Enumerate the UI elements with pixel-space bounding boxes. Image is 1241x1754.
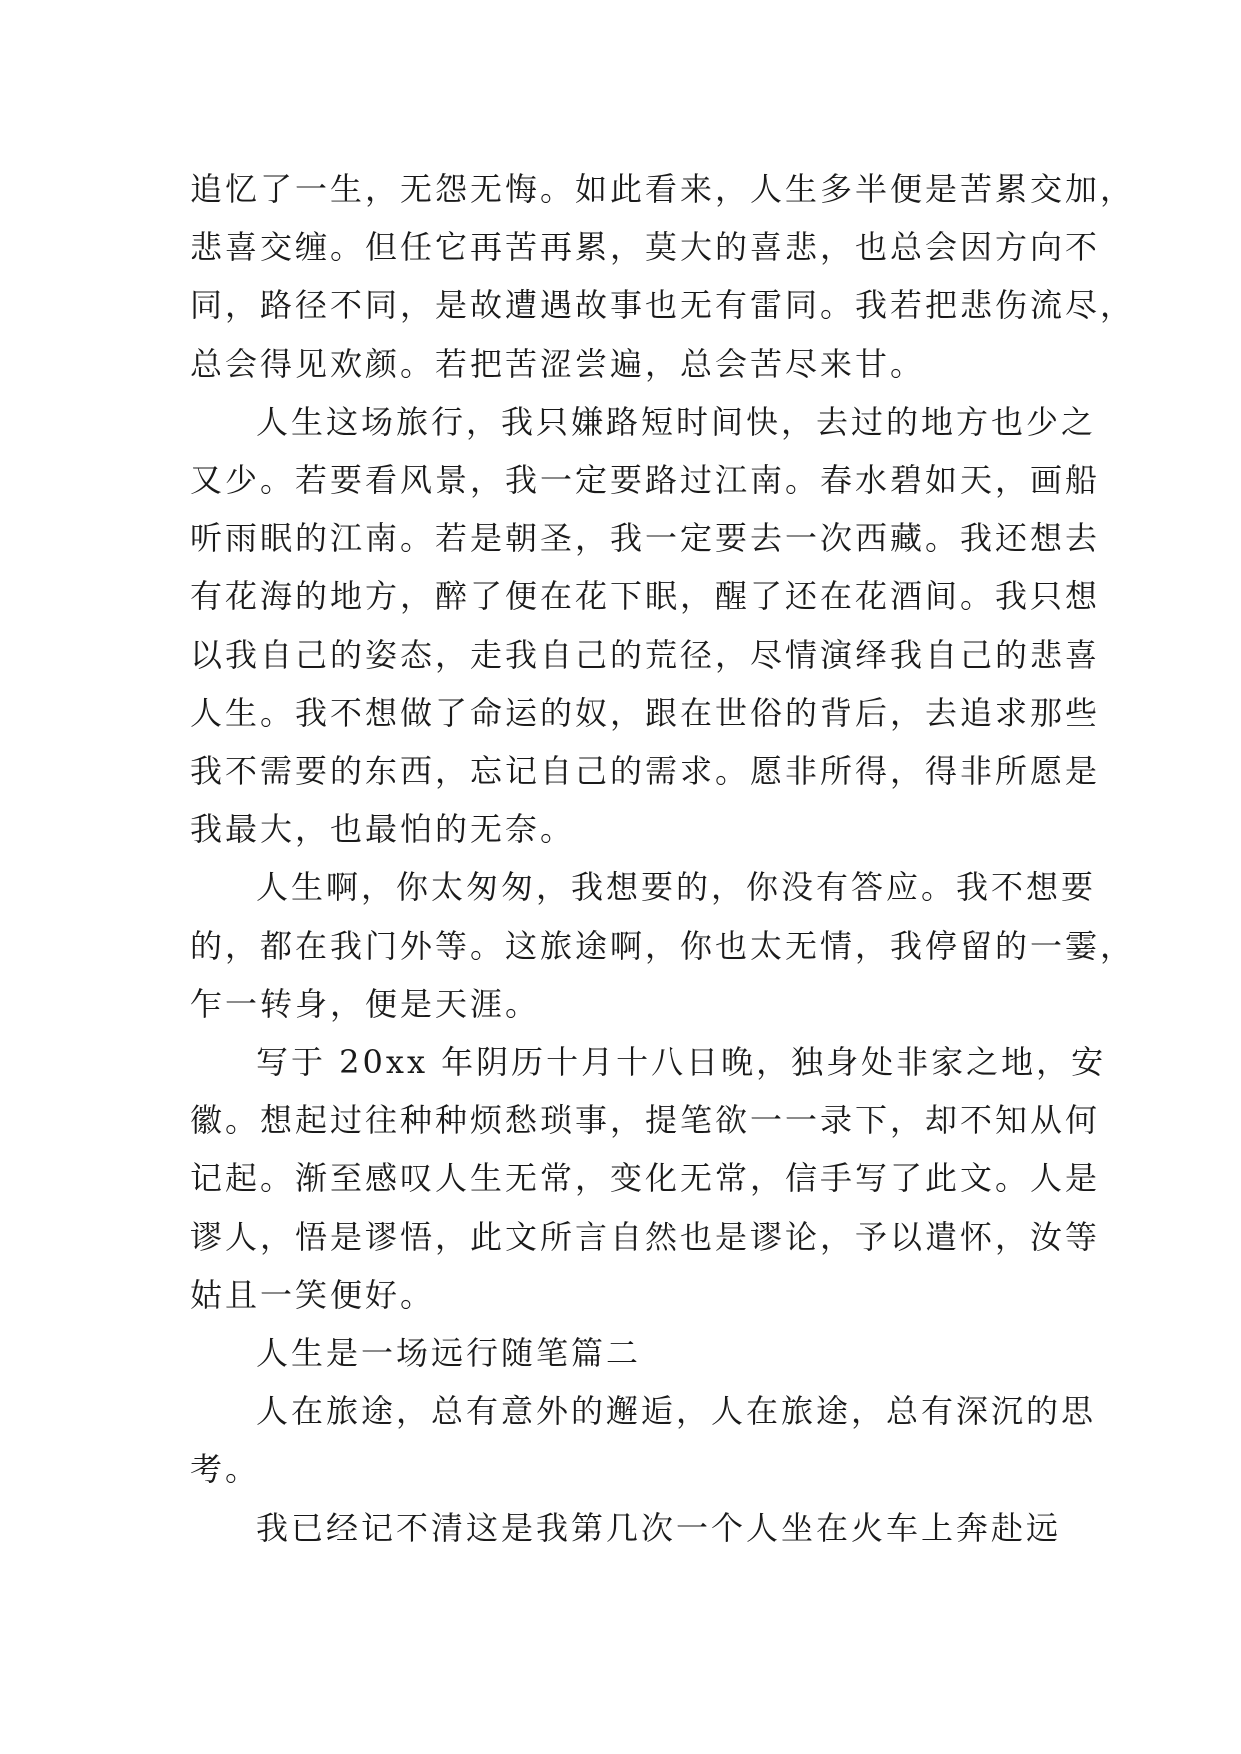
- text-line: 我不需要的东西，忘记自己的需求。愿非所得，得非所愿是: [190, 752, 1101, 791]
- text-line: 考。: [190, 1450, 261, 1489]
- text-line: 以我自己的姿态，走我自己的荒径，尽情演绎我自己的悲喜: [190, 635, 1101, 674]
- document-body: [190, 160, 1136, 1557]
- text-line: 人生这场旅行，我只嫌路短时间快，去过的地方也少之: [256, 402, 1097, 441]
- paragraph: [190, 1033, 1107, 1324]
- text-line: 人生啊，你太匆匆，我想要的，你没有答应。我不想要: [256, 868, 1097, 907]
- text-line: 人在旅途，总有意外的邂逅，人在旅途，总有深沉的思: [256, 1392, 1097, 1431]
- text-line: 写于 20xx 年阴历十月十八日晚，独身处非家之地，安: [256, 1043, 1107, 1082]
- text-line: 记起。渐至感叹人生无常，变化无常，信手写了此文。人是: [190, 1159, 1101, 1198]
- text-line: 的，都在我门外等。这旅途啊，你也太无情，我停留的一霎，: [190, 926, 1136, 965]
- text-line: 追忆了一生，无怨无悔。如此看来，人生多半便是苦累交加，: [190, 170, 1136, 208]
- paragraph: [190, 160, 1136, 393]
- text-line: 徽。想起过往种种烦愁琐事，提笔欲一一录下，却不知从何: [190, 1101, 1101, 1140]
- text-line: 人生是一场远行随笔篇二: [256, 1334, 642, 1373]
- text-line: 谬人，悟是谬悟，此文所言自然也是谬论，予以遣怀，汝等: [190, 1217, 1101, 1256]
- text-line: 有花海的地方，醉了便在花下眠，醒了还在花酒间。我只想: [190, 577, 1101, 616]
- text-line: 听雨眠的江南。若是朝圣，我一定要去一次西藏。我还想去: [190, 519, 1101, 558]
- text-line: 姑且一笑便好。: [190, 1275, 436, 1314]
- section-heading: [190, 1324, 1066, 1382]
- paragraph: [190, 1382, 1097, 1498]
- paragraph: [190, 858, 1136, 1033]
- text-line: 我已经记不清这是我第几次一个人坐在火车上奔赴远: [256, 1508, 1062, 1547]
- text-line: 我最大，也最怕的无奈。: [190, 810, 576, 849]
- text-line: 同，路径不同，是故遭遇故事也无有雷同。我若把悲伤流尽，: [190, 286, 1136, 325]
- paragraph: [190, 393, 1101, 859]
- text-line: 人生。我不想做了命运的奴，跟在世俗的背后，去追求那些: [190, 693, 1101, 732]
- text-line: 总会得见欢颜。若把苦涩尝遍，总会苦尽来甘。: [190, 344, 926, 383]
- text-line: 又少。若要看风景，我一定要路过江南。春水碧如天，画船: [190, 461, 1101, 500]
- text-line: 乍一转身，便是天涯。: [190, 984, 541, 1023]
- text-line: 悲喜交缠。但任它再苦再累，莫大的喜悲，也总会因方向不: [190, 228, 1101, 267]
- paragraph: [190, 1499, 1066, 1557]
